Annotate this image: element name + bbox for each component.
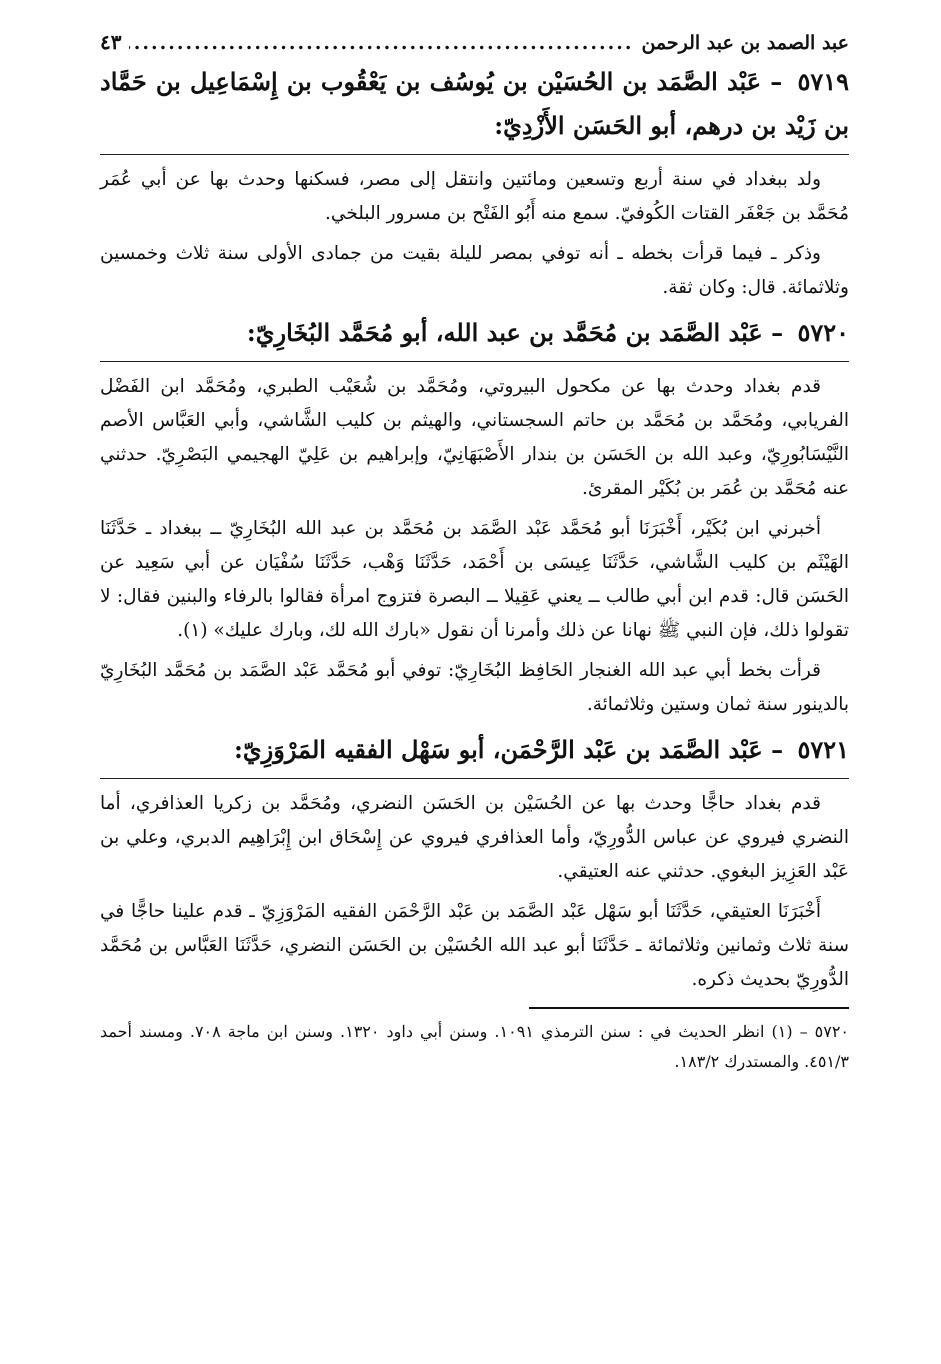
paragraph: ولد ببغداد في سنة أربع وتسعين ومائتين وانتقل إلى مصر، فسكنها وحدث بها عن أبي عُمَر مُحَمَّد بن جَعْفَر القتات الكُوفيّ. سمع منه أَبُو الفَتْح بن مسرور البلخي. (100, 169, 849, 224)
dash: – (771, 318, 784, 347)
page-number: ٤٣ (100, 30, 122, 54)
entry-heading (100, 728, 849, 772)
paragraph: قدم بغداد حاجًّا وحدث بها عن الحُسَيْن بن الحَسَن النضري، ومُحَمَّد بن زكريا العذافري، أما النضري فيروي عن عباس الدُّورِيّ، وأما العذافري فيروي عن إِسْحَاق ابن إِبْرَاهِيم الدبري، وعلي بن عَبْد العَزِيز البغوي. حدثني عنه العتيقي. (100, 793, 849, 882)
entry-number: ٥٧٢٠ (797, 318, 849, 347)
heading-rule (100, 154, 849, 155)
entry (100, 728, 849, 997)
entry-title: عَبْد الصَّمَد بن مُحَمَّد بن عبد الله، أبو مُحَمَّد البُخَارِيّ: (246, 318, 763, 347)
footnote: ٥٧٢٠ – (١) انظر الحديث في : سنن الترمذي ١٠٩١. وسنن أبي داود ١٣٢٠. وسنن ابن ماجة ٧٠٨. ومسند أحمد ٤٥١/٣. والمستدرك ١٨٣/٢. (100, 1022, 850, 1071)
paragraph: قدم بغداد وحدث بها عن مكحول البيروتي، ومُحَمَّد بن شُعَيْب الطبري، ومُحَمَّد ابن الفَضْل الفريابي، ومُحَمَّد بن مُحَمَّد بن حاتم السجستاني، والهيثم بن كليب الشَّاشي، وأبي العَبَّاس الأصم النَّيْسَابُورِيّ، وعبد الله بن الحَسَن بن بندار الأَصْبَهَانِيّ، وإبراهيم بن عَلِيّ الهجيمي البَصْرِيّ. حدثني عنه مُحَمَّد بن عُمَر بن بُكَيْر المقرئ. (100, 376, 849, 499)
entry-heading (100, 60, 849, 148)
entry-title: عَبْد الصَّمَد بن الحُسَيْن بن يُوسُف بن يَعْقُوب بن إِسْمَاعِيل بن حَمَّاد بن زَيْد بن درهم، أبو الحَسَن الأَزْدِيّ: (100, 67, 849, 140)
paragraph: قرأت بخط أبي عبد الله الغنجار الحَافِظ البُخَارِيّ: توفي أبو مُحَمَّد عَبْد الصَّمَد بن مُحَمَّد البُخَارِيّ بالدينور سنة ثمان وستين وثلاثمائة. (100, 660, 849, 715)
heading-rule (100, 778, 849, 779)
entry-heading (100, 311, 849, 355)
dash: – (770, 67, 783, 96)
entry (100, 60, 849, 305)
dot-leader (129, 32, 633, 54)
entry-number: ٥٧٢١ (797, 735, 849, 764)
entry (100, 311, 849, 722)
running-header (100, 30, 849, 58)
entry-title: عَبْد الصَّمَد بن عَبْد الرَّحْمَن، أبو سَهْل الفقيه المَرْوَزِيّ: (234, 735, 763, 764)
paragraph: وذكر ـ فيما قرأت بخطه ـ أنه توفي بمصر لليلة بقيت من جمادى الأولى سنة ثلاث وخمسين وثلاثمائة. قال: وكان ثقة. (100, 243, 849, 298)
footnote-rule (529, 1007, 849, 1009)
paragraph: أخبرني ابن بُكَيْر، أَخْبَرَنَا أبو مُحَمَّد عَبْد الصَّمَد بن مُحَمَّد بن عبد الله البُخَارِيّ ــ ببغداد ـ حَدَّثَنَا الهَيْثَم بن كليب الشَّاشي، حَدَّثَنَا عِيسَى بن أَحْمَد، حَدَّثَنَا وَهْب، حَدَّثَنَا سُفْيَان عن أبي سَعِيد عن الحَسَن قال: قدم ابن أبي طالب ــ يعني عَقِيلا ــ البصرة فتزوج امرأة فقالوا بالرفاء والبنين فقال: لا تقولوا ذلك، فإن النبي ﷺ نهانا عن ذلك وأمرنا أن نقول «بارك الله لك، وبارك عليك» (١). (100, 518, 849, 641)
paragraph: أَخْبَرَنَا العتيقي، حَدَّثَنَا أبو سَهْل عَبْد الصَّمَد بن عَبْد الرَّحْمَن الفقيه المَرْوَزِيّ ـ قدم علينا حاجًّا في سنة ثلاث وثمانين وثلاثمائة ـ حَدَّثَنَا أبو عبد الله الحُسَيْن بن الحَسَن النضري، حَدَّثَنَا العَبَّاس بن مُحَمَّد الدُّورِيّ بحديث ذكره. (100, 901, 849, 990)
heading-rule (100, 361, 849, 362)
entry-number: ٥٧١٩ (797, 67, 849, 96)
dash: – (771, 735, 784, 764)
running-title: عبد الصمد بن عبد الرحمن (641, 32, 849, 54)
